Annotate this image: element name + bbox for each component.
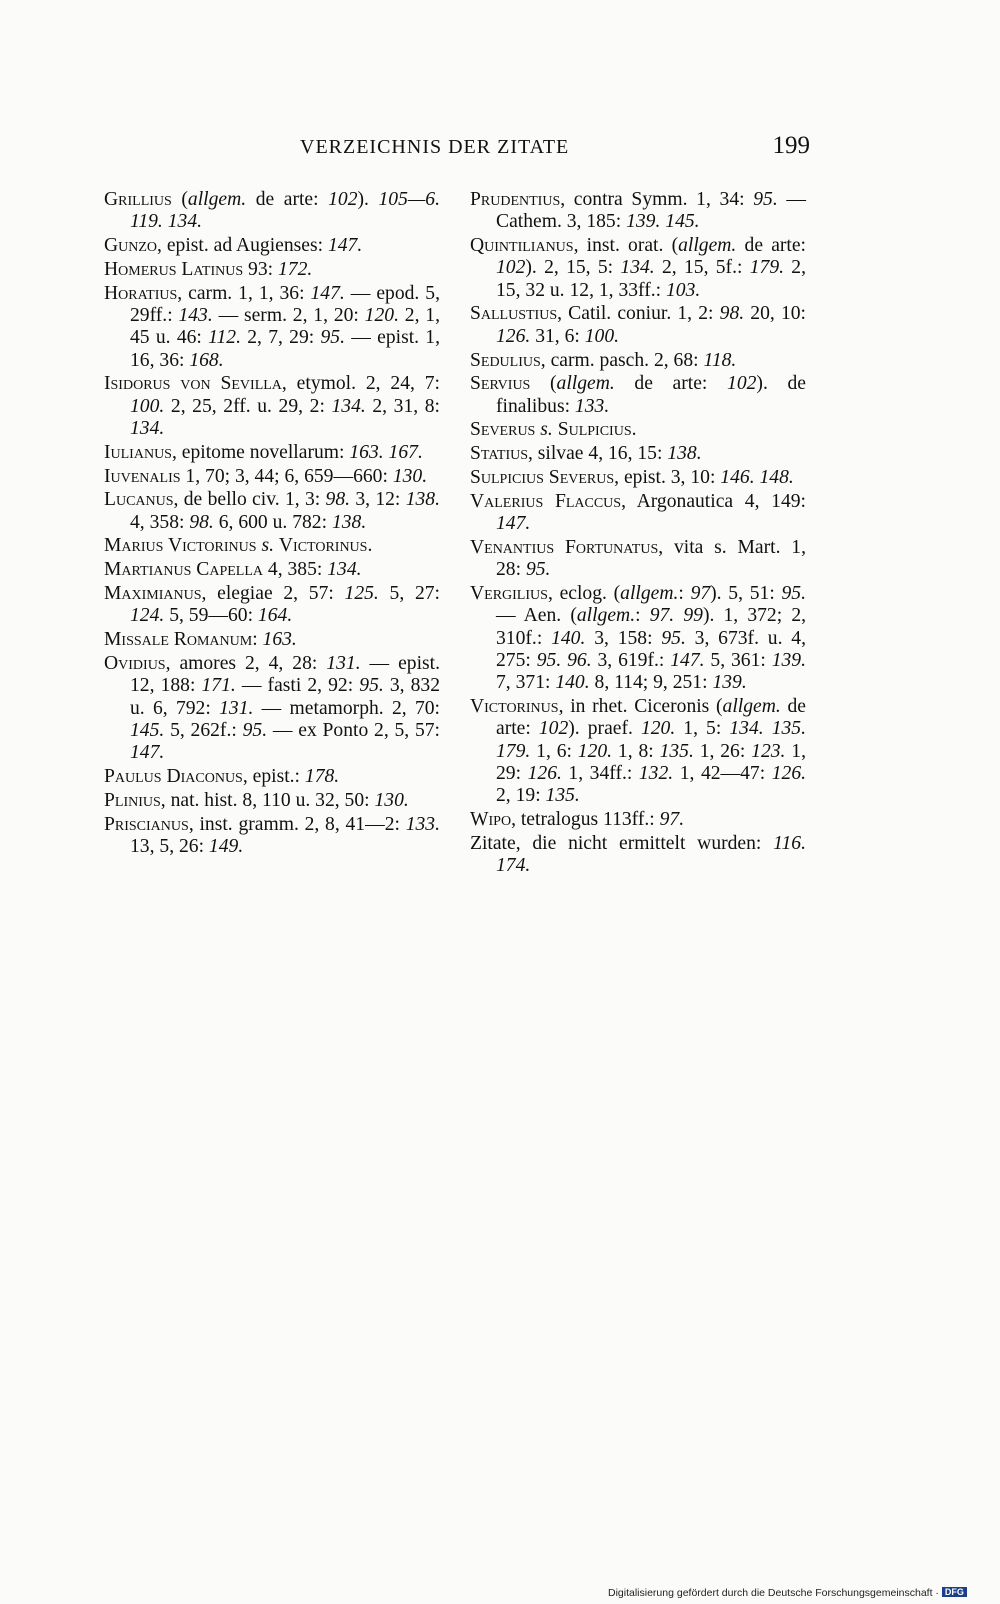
citation-text: 6, 600 u. 782: xyxy=(213,511,332,533)
citation-text: , epist.: xyxy=(242,765,305,787)
page-reference: allgem. xyxy=(556,373,615,395)
author-name: Sulpicius Severus xyxy=(470,467,615,489)
citation-text: — metamorph. 2, 70: xyxy=(253,697,440,719)
page-reference: 133. xyxy=(405,813,440,835)
index-entry xyxy=(470,443,806,465)
citation-text: ). 2, 15, 5: xyxy=(525,257,621,279)
citation-text: , epist. 3, 10: xyxy=(614,467,721,489)
citation-text: 5, 262f.: xyxy=(164,719,243,741)
page-reference: 147. xyxy=(327,235,363,257)
citation-text: de arte: xyxy=(246,189,329,210)
index-entry xyxy=(470,189,806,234)
page-reference: 95. xyxy=(753,189,778,210)
citation-text: ). praef. xyxy=(568,718,641,740)
page-reference: 102 xyxy=(328,189,358,210)
citation-text: , Argonautica 4, 149: xyxy=(621,490,807,512)
page-reference: 140. xyxy=(555,672,590,694)
citation-text: ( xyxy=(530,373,557,395)
index-entry xyxy=(470,833,806,878)
citation-text: 3, 673f. u. 4, 275: xyxy=(496,627,806,671)
index-column-right xyxy=(470,189,806,879)
index-entry xyxy=(470,350,806,372)
page-reference: 147. xyxy=(670,649,705,671)
author-name: Severus xyxy=(470,419,536,441)
citation-text: , nat. hist. 8, 110 u. 32, 50: xyxy=(160,789,375,811)
index-entry xyxy=(470,303,806,348)
citation-text: — Aen. ( xyxy=(496,605,577,627)
page-reference: 126. xyxy=(496,325,531,347)
page-reference: 139. xyxy=(712,672,747,694)
citation-text: , vita s. Mart. 1, 28: xyxy=(496,536,807,581)
citation-text: , etymol. 2, 24, 7: xyxy=(281,373,440,395)
page-reference: 130. xyxy=(392,465,428,487)
citation-text: de arte: xyxy=(496,696,806,740)
page-reference: 97. 99 xyxy=(649,605,703,627)
page-reference: 102 xyxy=(538,718,569,740)
page-reference: 139. xyxy=(771,649,806,671)
index-entry xyxy=(470,467,806,489)
citation-text: 20, 10: xyxy=(744,303,806,325)
page-reference: 138. xyxy=(331,511,367,533)
page-reference: 102 xyxy=(727,373,757,395)
citation-text: 2, 15, 5f.: xyxy=(654,257,750,279)
author-name: Ovidius xyxy=(104,652,166,674)
citation-text: , Catil. coniur. 1, 2: xyxy=(557,303,720,325)
citation-text: Zitate, die nicht ermittelt wurden: xyxy=(470,832,774,854)
index-entry xyxy=(104,814,440,859)
page-reference: 120. xyxy=(640,718,676,740)
page-reference: 98. xyxy=(325,489,351,511)
index-entry xyxy=(104,559,440,581)
index-entry xyxy=(470,809,806,831)
index-entry xyxy=(104,373,440,440)
citation-text: 4, 385: xyxy=(263,559,328,581)
page-reference: allgem. xyxy=(678,235,737,257)
page-reference: allgem. xyxy=(620,583,679,605)
page-reference: 147. xyxy=(496,513,531,535)
citation-text: — ex Ponto 2, 5, 57: xyxy=(267,719,441,741)
citation-text: 93: xyxy=(243,258,278,280)
page-reference: 164. xyxy=(257,605,293,627)
index-entry xyxy=(470,373,806,418)
author-name: Homerus Latinus xyxy=(104,258,244,280)
index-entry xyxy=(470,696,806,807)
page-reference: 112. xyxy=(208,327,241,349)
author-name: Marius Victorinus xyxy=(104,535,257,557)
citation-text: : xyxy=(678,583,691,605)
author-name: Priscianus xyxy=(104,813,189,835)
citation-text: 8, 114; 9, 251: xyxy=(589,672,713,694)
page-reference: 147. xyxy=(130,742,165,764)
citation-text: ). 1, 372; 2, 310f.: xyxy=(496,605,807,649)
page-reference: 140. xyxy=(551,627,586,649)
index-entry xyxy=(470,537,806,582)
author-name: Vergilius xyxy=(470,583,548,605)
author-name: Horatius xyxy=(104,282,178,304)
citation-text: , epitome novellarum: xyxy=(171,441,350,463)
citation-text: de arte: xyxy=(614,373,728,395)
page-reference: 168. xyxy=(189,349,224,371)
author-name: Gunzo xyxy=(104,235,158,257)
index-entry xyxy=(104,259,440,281)
citation-text: 1, 29: xyxy=(496,740,806,784)
page-reference: 105—6. 119. 134. xyxy=(130,189,440,233)
citation-text: , in rhet. Ciceronis ( xyxy=(558,696,723,718)
citation-text: 1, 34ff.: xyxy=(561,762,639,784)
page-reference: 134. xyxy=(130,417,165,439)
author-name: Martianus Capella xyxy=(104,559,263,581)
page-reference: 143. xyxy=(178,304,213,326)
dfg-logo-badge: DFG xyxy=(942,1587,967,1597)
citation-text: : xyxy=(635,605,650,627)
page-reference: s. xyxy=(540,419,553,441)
page-reference: 125. xyxy=(344,583,379,605)
citation-text: ( xyxy=(171,189,188,210)
citation-text: 1, 5: xyxy=(675,718,730,740)
author-name: Grillius xyxy=(104,189,172,210)
page-number: 199 xyxy=(772,132,810,159)
citation-text: 2, 31, 8: xyxy=(365,395,441,417)
author-name: Sulpicius. xyxy=(557,419,637,441)
page-reference: 123. xyxy=(751,740,786,762)
page-reference: 126. xyxy=(771,762,807,784)
index-entry xyxy=(104,235,440,257)
page-reference: 95. xyxy=(359,675,384,697)
page-reference: allgem. xyxy=(722,696,781,718)
citation-text: , carm. pasch. 2, 68: xyxy=(540,349,704,371)
author-name: Missale Romanum xyxy=(104,629,253,651)
page-reference: 134. xyxy=(327,559,362,581)
index-entry xyxy=(104,489,440,534)
page-reference: 131. xyxy=(219,697,254,719)
citation-text: , carm. 1, 1, 36: xyxy=(177,282,311,304)
index-entry xyxy=(470,235,806,302)
citation-text: , amores 2, 4, 28: xyxy=(165,652,327,674)
citation-text: , elegiae 2, 57: xyxy=(201,583,345,605)
page-reference: 145. xyxy=(130,719,165,741)
citation-text: 5, 361: xyxy=(704,649,772,671)
index-entry xyxy=(104,466,440,488)
author-name: Servius xyxy=(470,373,531,395)
author-name: Quintilianus xyxy=(470,235,574,257)
citation-text: 3, 619f.: xyxy=(591,649,671,671)
index-entry xyxy=(104,442,440,464)
citation-text: , tetralogus 113ff.: xyxy=(511,809,660,831)
citation-text: — epist. 12, 188: xyxy=(130,652,441,697)
page-reference: 163. xyxy=(262,629,297,651)
page-reference: 134. 135. 179. xyxy=(496,718,806,762)
page-reference: 133. xyxy=(574,395,610,417)
page-reference: 172. xyxy=(278,258,313,280)
citation-text: 2, 7, 29: xyxy=(240,327,321,349)
citation-text: 1, 26: xyxy=(693,740,752,762)
page-reference: 100. xyxy=(130,395,165,417)
citation-text: 3, 12: xyxy=(350,489,406,511)
page-reference: 120. xyxy=(577,740,613,762)
author-name: Isidorus von Sevilla xyxy=(104,373,282,395)
page-reference: 138. xyxy=(667,443,702,465)
page-reference: 95. 96. xyxy=(536,649,592,671)
index-entry xyxy=(104,790,440,812)
page-reference: 98. xyxy=(719,303,745,325)
author-name: Valerius Flaccus xyxy=(470,490,622,512)
author-name: Statius xyxy=(470,443,528,465)
page-reference: 97 xyxy=(690,583,711,605)
citation-text: , inst. orat. ( xyxy=(573,235,679,257)
citation-text: 13, 5, 26: xyxy=(130,835,209,857)
citation-text: de arte: xyxy=(736,235,806,257)
page-reference: 178. xyxy=(304,765,340,787)
citation-text: 1, 6: xyxy=(530,740,578,762)
page-reference: 135. xyxy=(659,740,694,762)
citation-text: 1, 42—47: xyxy=(673,762,772,784)
citation-text: — epist. 1, 16, 36: xyxy=(130,327,440,371)
citation-text: 2, 15, 32 u. 12, 1, 33ff.: xyxy=(496,257,806,301)
citation-text: , de bello civ. 1, 3: xyxy=(173,489,326,511)
index-entry xyxy=(104,629,440,651)
citation-text: , eclog. ( xyxy=(547,583,621,605)
citation-text: , inst. gramm. 2, 8, 41—2: xyxy=(188,813,406,835)
page-reference: 118. xyxy=(703,349,737,371)
citation-text: — serm. 2, 1, 20: xyxy=(212,304,365,326)
citation-text: — fasti 2, 92: xyxy=(235,675,360,697)
citation-text: — Cathem. 3, 185: xyxy=(496,189,806,233)
author-name: Sallustius xyxy=(470,303,558,325)
citation-text: : xyxy=(252,629,263,651)
page-reference: 134. xyxy=(620,257,655,279)
page-reference: allgem. xyxy=(576,605,636,627)
page-reference: 131. xyxy=(326,652,361,674)
index-entry xyxy=(470,583,806,694)
citation-text: ). de finalibus: xyxy=(496,373,806,417)
page-reference: 103. xyxy=(666,279,701,301)
page-reference: 146. 148. xyxy=(720,467,794,489)
author-name: Venantius Fortunatus xyxy=(470,536,659,558)
page-reference: 139. 145. xyxy=(626,211,700,233)
page-reference: 98. xyxy=(189,511,214,533)
author-name: Iulianus xyxy=(104,441,172,463)
index-entry xyxy=(104,189,440,234)
citation-text: 5, 27: xyxy=(378,583,440,605)
author-name: Victorinus xyxy=(470,696,559,718)
page-reference: 130. xyxy=(374,789,409,811)
citation-text: 1, 8: xyxy=(612,740,660,762)
index-entry xyxy=(470,419,806,441)
page-reference: 102 xyxy=(496,257,526,279)
author-name: Sedulius xyxy=(470,349,541,371)
page-reference: 95. xyxy=(320,327,345,349)
page-reference: 116. 174. xyxy=(496,832,806,877)
citation-text: 7, 371: xyxy=(496,672,556,694)
index-entry xyxy=(104,283,440,372)
page-reference: 134. xyxy=(331,395,366,417)
page-reference: 126. xyxy=(527,762,562,784)
index-entry xyxy=(470,491,806,536)
page-reference: 171. xyxy=(201,675,236,697)
author-name: Maximianus xyxy=(104,583,202,605)
citation-text: ). 5, 51: xyxy=(710,583,782,605)
page-reference: 147. xyxy=(310,282,345,304)
citation-text: 31, 6: xyxy=(530,325,585,347)
index-entry xyxy=(104,583,440,628)
author-name: Wipo xyxy=(470,809,512,831)
digitization-notice xyxy=(608,1587,967,1599)
digitization-notice-text: Digitalisierung gefördert durch die Deutsche Forschungsgemeinschaft · xyxy=(608,1587,939,1599)
citation-text: 2, 19: xyxy=(496,785,546,807)
running-header xyxy=(104,134,810,164)
author-name: Prudentius xyxy=(470,189,561,210)
index-entry xyxy=(104,653,440,764)
page-reference: 95. xyxy=(661,627,686,649)
running-title: VERZEICHNIS DER ZITATE xyxy=(300,136,570,158)
author-name: Iuvenalis xyxy=(104,465,181,487)
page-reference: 179. xyxy=(749,257,785,279)
page-reference: 120. xyxy=(364,304,399,326)
citation-text: — epod. 5, 29ff.: xyxy=(130,282,440,326)
index-entry xyxy=(104,766,440,788)
index-column-left xyxy=(104,189,440,860)
page-reference: 124. xyxy=(130,605,165,627)
page-reference: 163. 167. xyxy=(349,441,423,463)
page-reference: 95. xyxy=(781,583,806,605)
citation-text: ). xyxy=(357,189,379,210)
citation-text: 2, 1, 45 u. 46: xyxy=(130,304,440,349)
page-reference: allgem. xyxy=(187,189,247,210)
page-reference: 95. xyxy=(525,559,551,581)
citation-text: , epist. ad Augienses: xyxy=(157,235,328,257)
citation-text: , contra Symm. 1, 34: xyxy=(560,189,754,210)
citation-text: 3, 832 u. 6, 792: xyxy=(130,675,441,719)
page-reference: s. xyxy=(261,535,274,557)
citation-text: , silvae 4, 16, 15: xyxy=(528,443,668,465)
author-name: Paulus Diaconus xyxy=(104,765,243,787)
citation-text: 5, 59—60: xyxy=(164,605,258,627)
page-reference: 97. xyxy=(659,809,685,831)
citation-text: 1, 70; 3, 44; 6, 659—660: xyxy=(180,465,393,487)
page-reference: 135. xyxy=(545,785,580,807)
page-reference: 138. xyxy=(405,489,440,511)
citation-text: 4, 358: xyxy=(130,511,190,533)
author-name: Plinius xyxy=(104,789,161,811)
page-reference: 100. xyxy=(584,325,620,347)
author-name: Lucanus xyxy=(104,489,174,511)
page-reference: 149. xyxy=(208,835,244,857)
citation-text: 3, 158: xyxy=(585,627,662,649)
citation-text: 2, 25, 2ff. u. 29, 2: xyxy=(164,395,332,417)
author-name: Victorinus. xyxy=(278,535,373,557)
page-reference: 95. xyxy=(242,719,268,741)
index-entry xyxy=(104,535,440,557)
page-reference: 132. xyxy=(638,762,674,784)
